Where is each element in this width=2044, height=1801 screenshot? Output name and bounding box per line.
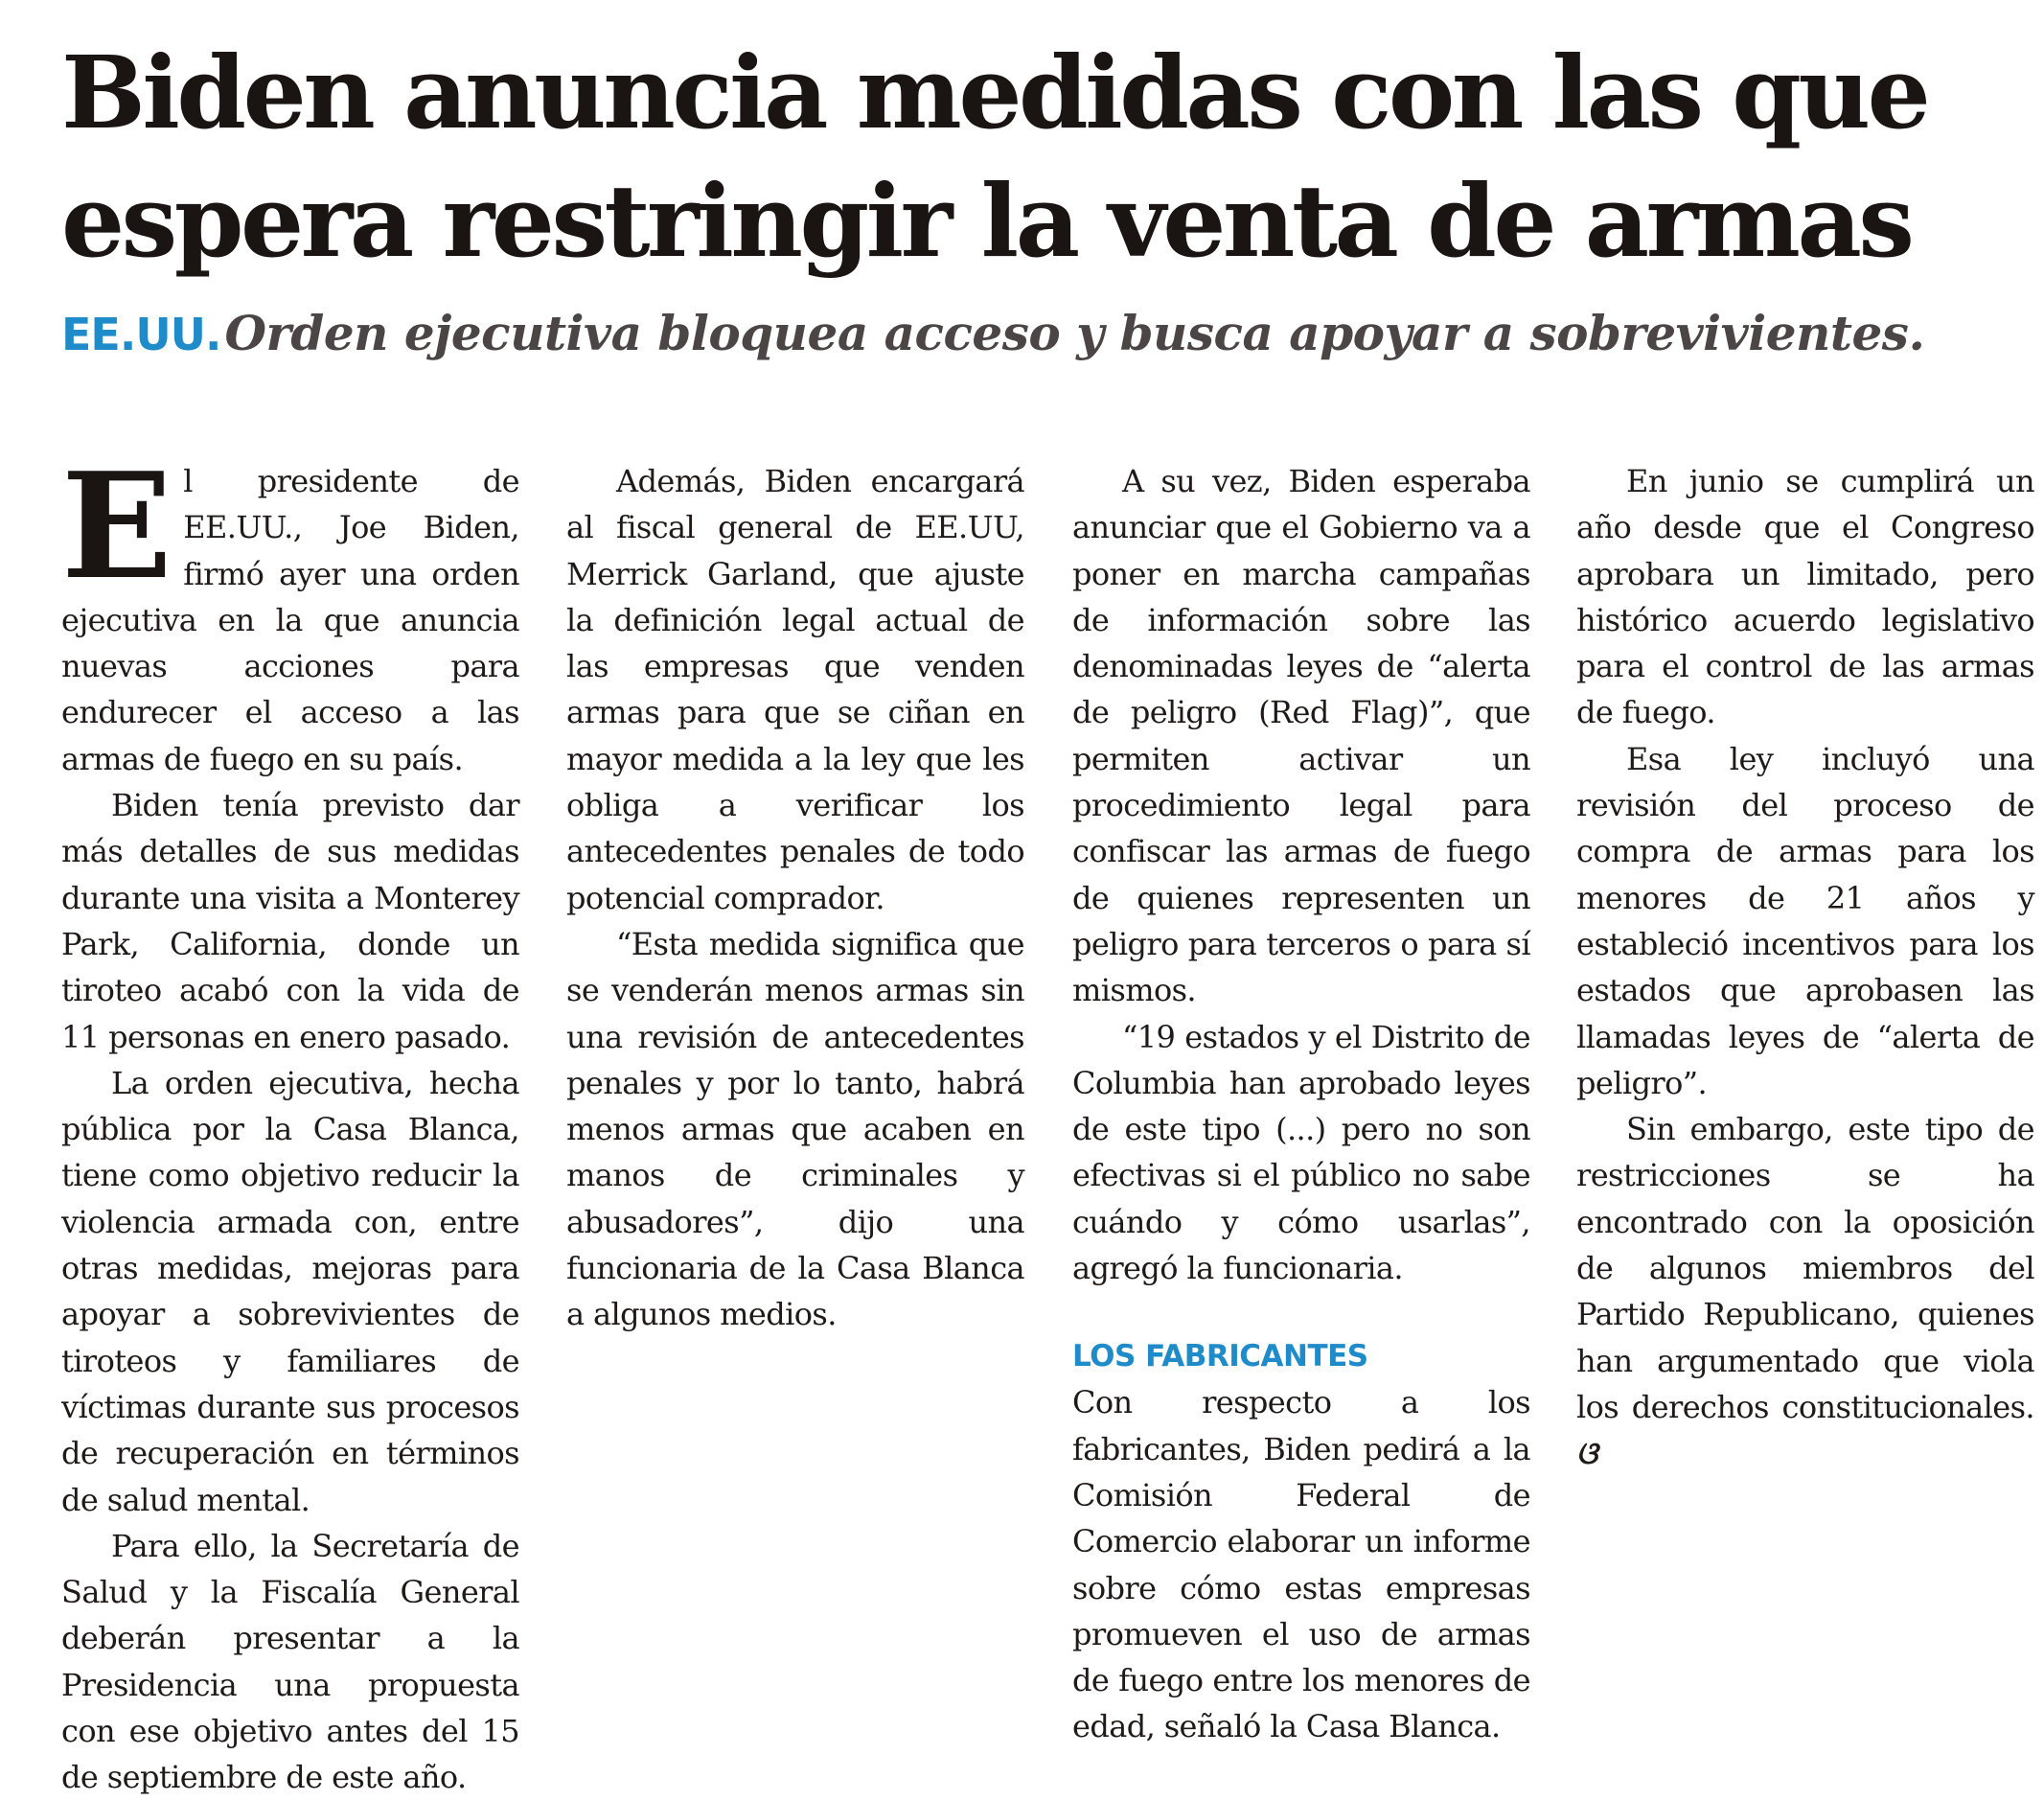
end-mark-icon: ଓ <box>1576 1435 1597 1472</box>
drop-cap: E <box>61 440 172 612</box>
headline <box>61 29 1928 286</box>
paragraph-12-text: Sin embargo, este tipo de restricciones se ha encontrado con la oposición de algunos miembros del Partido Republicano, quienes han argumentado que viola los derechos constitucionales. <box>1576 1111 2034 1425</box>
paragraph-4: Para ello, la Secretaría de Salud y la Fiscalía General deberán presentar a la Presidencia una propuesta con ese objetivo antes del 15 de septiembre de este año. <box>61 1527 519 1796</box>
paragraph-11: Esa ley incluyó una revisión del proceso de compra de armas para los menores de 21 años y estableció incentivos para los estados que aprobasen las llamadas leyes de “alerta de peligro”. <box>1576 740 2034 1101</box>
paragraph-2: Biden tenía previsto dar más detalles de sus medidas durante una visita a Monterey Park, California, donde un tiroteo acabó con la vida de 11 personas en enero pasado. <box>61 787 519 1055</box>
paragraph-5: Además, Biden encargará al fiscal general de EE.UU, Merrick Garland, que ajuste la definición legal actual de las empresas que venden armas para que se ciñan en mayor medida a la ley que les obliga a verificar los antecedentes penales de todo potencial comprador. <box>566 463 1024 916</box>
paragraph-10: En junio se cumplirá un año desde que el Congreso aprobara un limitado, pero histórico acuerdo legislativo para el control de las armas de fuego. <box>1576 463 2034 731</box>
paragraph-1 <box>61 440 519 782</box>
paragraph-9: Con respecto a los fabricantes, Biden pedirá a la Comisión Federal de Comercio elaborar un informe sobre cómo estas empresas promueven el uso de armas de fuego entre los menores de edad, señaló la Casa Blanca. <box>1072 1384 1530 1745</box>
column-4 <box>1576 458 2034 1477</box>
paragraph-3: La orden ejecutiva, hecha pública por la Casa Blanca, tiene como objetivo reducir la violencia armada con, entre otras medidas, mejoras para apoyar a sobrevivientes de tiroteos y familiares de víctimas durante sus procesos de recuperación en términos de salud mental. <box>61 1064 519 1518</box>
section-kicker: EE.UU. <box>61 309 221 360</box>
headline-line-2: espera restringir la venta de armas <box>61 162 1912 280</box>
headline-line-1: Biden anuncia medidas con las que <box>61 34 1928 151</box>
paragraph-8: “19 estados y el Distrito de Columbia han aprobado leyes de este tipo (...) pero no son efectivas si el público no sabe cuándo y cómo usarlas”, agregó la funcionaria. <box>1072 1018 1530 1287</box>
paragraph-12 <box>1576 1106 2034 1476</box>
paragraph-6: “Esta medida significa que se venderán menos armas sin una revisión de antecedentes penales y por lo tanto, habrá menos armas que acaben en manos de criminales y abusadores”, dijo una funcionaria de la Casa Blanca a algunos medios. <box>566 925 1024 1333</box>
column-1 <box>61 440 519 1801</box>
column-2 <box>566 458 1024 1338</box>
paragraph-7: A su vez, Biden esperaba anunciar que el Gobierno va a poner en marcha campañas de información sobre las denominadas leyes de “alerta de peligro (Red Flag)”, que permiten activar un procedimiento legal para confiscar las armas de fuego de quienes representen un peligro para terceros o para sí mismos. <box>1072 463 1530 1009</box>
paragraph-1-text: l presidente de EE.UU., Joe Biden, firmó ayer una orden ejecutiva en la que anuncia nuevas acciones para endurecer el acceso a las armas de fuego en su país. <box>61 463 519 777</box>
column-3 <box>1072 458 1530 1750</box>
deck <box>61 305 2016 361</box>
section-heading: LOS FABRICANTES <box>1072 1339 1368 1374</box>
subheadline: Orden ejecutiva bloquea acceso y busca apoyar a sobrevivientes. <box>224 305 1925 361</box>
